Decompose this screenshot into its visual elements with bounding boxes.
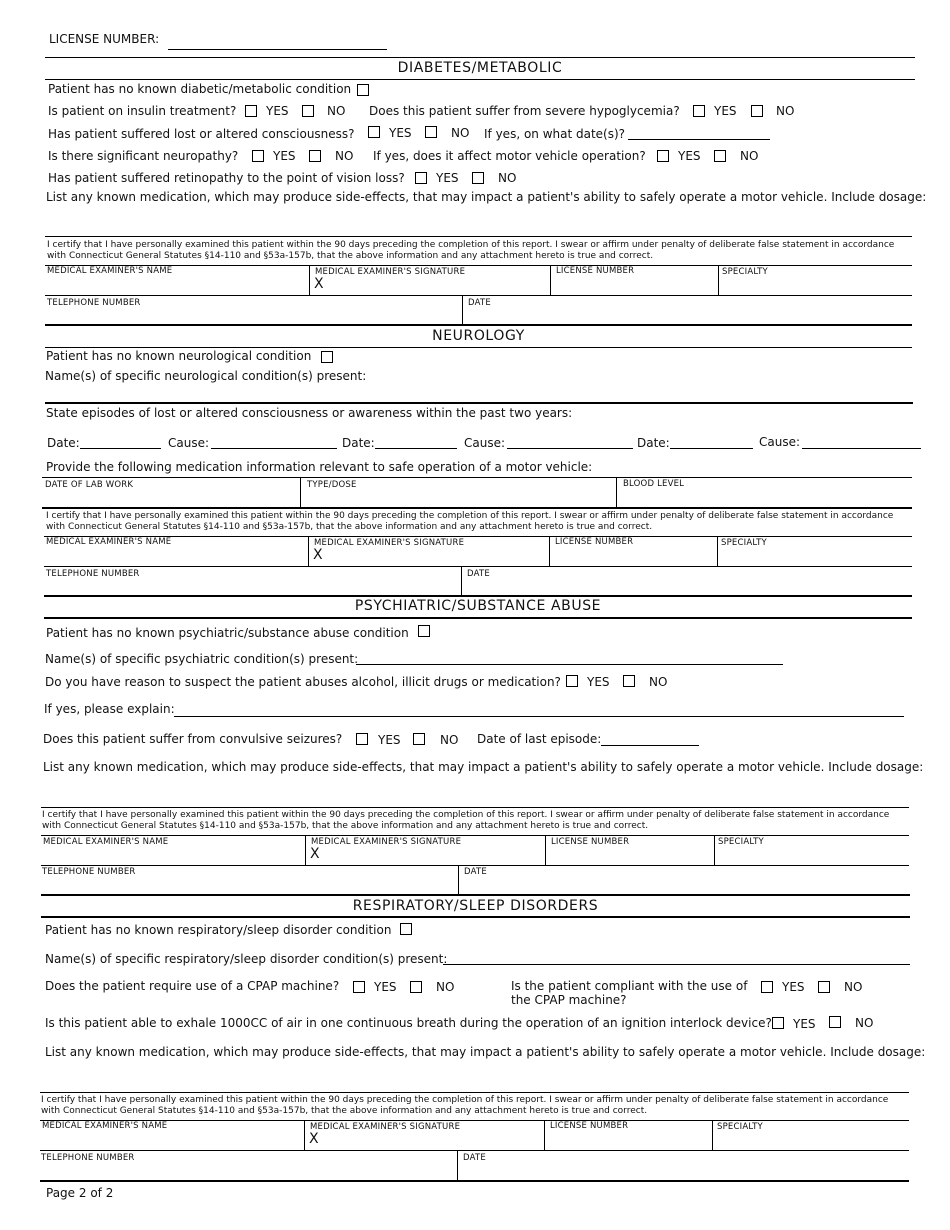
date-label: DATE xyxy=(463,1153,486,1163)
certification-text: I certify that I have personally examined this patient within the 90 days preceding the completion of this report. I swear or affirm under penalty of deliberate false statement in accordance with Connecticut General Statutes §14-110 and §53a-157b, that the above information and any attachment hereto is true and correct. xyxy=(46,511,894,532)
neuropathy-no-checkbox[interactable] xyxy=(309,150,321,162)
divider xyxy=(45,79,915,80)
specialty-label: SPECIALTY xyxy=(721,538,767,548)
no-label: NO xyxy=(855,1016,874,1030)
date-label: DATE xyxy=(468,298,491,308)
neurology-heading: NEUROLOGY xyxy=(432,328,525,344)
examiner-name-label: MEDICAL EXAMINER'S NAME xyxy=(43,837,169,847)
telephone-label: TELEPHONE NUMBER xyxy=(41,1153,135,1163)
signature-x-mark: X xyxy=(310,846,320,862)
consciousness-question: Has patient suffered lost or altered consciousness? xyxy=(48,127,355,141)
examiner-signature-label: MEDICAL EXAMINER'S SIGNATURE xyxy=(310,1122,461,1132)
examiner-name-label: MEDICAL EXAMINER'S NAME xyxy=(47,266,173,276)
seizures-question: Does this patient suffer from convulsive seizures? xyxy=(43,732,343,746)
license-number-field[interactable] xyxy=(168,49,387,50)
insulin-question: Is patient on insulin treatment? xyxy=(48,104,237,118)
license-number-cell-label: LICENSE NUMBER xyxy=(555,537,634,547)
divider xyxy=(300,477,301,507)
last-episode-field[interactable] xyxy=(601,745,699,746)
divider xyxy=(545,835,546,865)
yes-label: YES xyxy=(273,149,296,163)
specialty-label: SPECIALTY xyxy=(717,1122,763,1132)
divider xyxy=(45,57,915,58)
divider xyxy=(44,595,912,597)
exhale-yes-checkbox[interactable] xyxy=(772,1017,784,1029)
examiner-name-label: MEDICAL EXAMINER'S NAME xyxy=(42,1121,168,1131)
divider xyxy=(457,1150,458,1180)
divider xyxy=(461,566,462,595)
divider xyxy=(44,536,912,537)
no-label: NO xyxy=(498,171,517,185)
license-number-label: LICENSE NUMBER: xyxy=(49,32,160,46)
explain-label: If yes, please explain: xyxy=(44,702,175,716)
specialty-label: SPECIALTY xyxy=(718,837,764,847)
episodes-label: State episodes of lost or altered consciousness or awareness within the past two years: xyxy=(46,406,573,420)
divider xyxy=(45,295,912,296)
examiner-name-label: MEDICAL EXAMINER'S NAME xyxy=(46,537,172,547)
divider xyxy=(40,1092,909,1093)
blood-level-label: BLOOD LEVEL xyxy=(623,479,685,489)
date-label: DATE xyxy=(467,569,490,579)
no-label: NO xyxy=(649,675,668,689)
yes-label: YES xyxy=(266,104,289,118)
divider xyxy=(309,265,310,295)
episode-1-date-field[interactable] xyxy=(80,448,161,449)
neuropathy-mv-no-checkbox[interactable] xyxy=(714,150,726,162)
exhale-no-checkbox[interactable] xyxy=(829,1016,841,1028)
date-label: DATE xyxy=(464,867,487,877)
episode-3-date-label: Date: xyxy=(637,436,670,450)
psych-heading: PSYCHIATRIC/SUBSTANCE ABUSE xyxy=(354,598,602,614)
examiner-signature-label: MEDICAL EXAMINER'S SIGNATURE xyxy=(315,267,466,277)
no-label: NO xyxy=(844,980,863,994)
diabetes-medication-label: List any known medication, which may produce side-effects, that may impact a patient's ability to safely operate a motor vehicle. Include dosage: xyxy=(46,190,927,204)
last-episode-label: Date of last episode: xyxy=(477,732,602,746)
telephone-label: TELEPHONE NUMBER xyxy=(47,298,141,308)
page-number: Page 2 of 2 xyxy=(46,1186,114,1200)
divider xyxy=(45,236,912,237)
neurology-no-known-label: Patient has no known neurological condition xyxy=(46,349,312,363)
signature-x-mark: X xyxy=(309,1131,319,1147)
no-label: NO xyxy=(436,980,455,994)
hypoglycemia-yes-checkbox[interactable] xyxy=(693,105,705,117)
divider xyxy=(41,865,909,866)
neuropathy-question: Is there significant neuropathy? xyxy=(48,149,239,163)
yes-label: YES xyxy=(378,733,401,747)
no-label: NO xyxy=(335,149,354,163)
compliant-question-line2: the CPAP machine? xyxy=(511,993,627,1007)
divider xyxy=(40,1150,909,1151)
divider xyxy=(45,402,913,404)
yes-label: YES xyxy=(587,675,610,689)
seizures-yes-checkbox[interactable] xyxy=(356,733,368,745)
episode-3-cause-label: Cause: xyxy=(759,435,801,449)
certification-text: I certify that I have personally examined this patient within the 90 days preceding the completion of this report. I swear or affirm under penalty of deliberate false statement in accordance with Connecticut General Statutes §14-110 and §53a-157b, that the above information and any attachment hereto is true and correct. xyxy=(41,1095,889,1116)
yes-label: YES xyxy=(678,149,701,163)
divider xyxy=(718,265,719,295)
episode-3-date-field[interactable] xyxy=(670,448,753,449)
divider xyxy=(616,477,617,507)
psych-no-known-checkbox[interactable] xyxy=(418,625,430,637)
insulin-yes-checkbox[interactable] xyxy=(245,105,257,117)
neurology-names-label: Name(s) of specific neurological condition(s) present: xyxy=(45,369,367,383)
no-label: NO xyxy=(740,149,759,163)
cpap-question: Does the patient require use of a CPAP machine? xyxy=(45,979,340,993)
certification-text: I certify that I have personally examined this patient within the 90 days preceding the completion of this report. I swear or affirm under penalty of deliberate false statement in accordance with Connecticut General Statutes §14-110 and §53a-157b, that the above information and any attachment hereto is true and correct. xyxy=(42,810,890,831)
certification-text: I certify that I have personally examined this patient within the 90 days preceding the completion of this report. I swear or affirm under penalty of deliberate false statement in accordance with Connecticut General Statutes §14-110 and §53a-157b, that the above information and any attachment hereto is true and correct. xyxy=(47,240,895,261)
abuse-question: Do you have reason to suspect the patient abuses alcohol, illicit drugs or medication? xyxy=(45,675,561,689)
resp-names-field[interactable] xyxy=(443,964,910,965)
divider xyxy=(714,835,715,865)
yes-label: YES xyxy=(389,126,412,140)
license-number-cell-label: LICENSE NUMBER xyxy=(556,266,635,276)
neuropathy-mv-question: If yes, does it affect motor vehicle operation? xyxy=(373,149,646,163)
cpap-yes-checkbox[interactable] xyxy=(353,981,365,993)
divider xyxy=(305,835,306,865)
psych-no-known-label: Patient has no known psychiatric/substance abuse condition xyxy=(46,626,409,640)
neuropathy-mv-yes-checkbox[interactable] xyxy=(657,150,669,162)
diabetes-heading: DIABETES/METABOLIC xyxy=(397,60,563,76)
episode-1-cause-label: Cause: xyxy=(168,436,210,450)
compliant-question-line1: Is the patient compliant with the use of xyxy=(511,979,748,993)
med-info-label: Provide the following medication information relevant to safe operation of a motor vehicle: xyxy=(46,460,593,474)
divider xyxy=(42,477,912,478)
psych-names-field[interactable] xyxy=(356,664,783,665)
yes-label: YES xyxy=(793,1017,816,1031)
insulin-no-checkbox[interactable] xyxy=(302,105,314,117)
divider xyxy=(45,265,912,266)
cpap-no-checkbox[interactable] xyxy=(410,981,422,993)
neurology-no-known-checkbox[interactable] xyxy=(321,351,333,363)
episode-2-cause-field[interactable] xyxy=(507,448,633,449)
divider xyxy=(44,566,912,567)
divider xyxy=(712,1120,713,1150)
compliant-no-checkbox[interactable] xyxy=(818,981,830,993)
retinopathy-question: Has patient suffered retinopathy to the point of vision loss? xyxy=(48,171,405,185)
episode-1-date-label: Date: xyxy=(47,436,80,450)
yes-label: YES xyxy=(374,980,397,994)
yes-label: YES xyxy=(436,171,459,185)
divider xyxy=(549,536,550,566)
no-label: NO xyxy=(776,104,795,118)
signature-x-mark: X xyxy=(314,276,324,292)
no-label: NO xyxy=(440,733,459,747)
resp-no-known-label: Patient has no known respiratory/sleep disorder condition xyxy=(45,923,392,937)
divider xyxy=(544,1120,545,1150)
no-label: NO xyxy=(327,104,346,118)
divider xyxy=(717,536,718,566)
divider xyxy=(41,807,909,808)
examiner-signature-label: MEDICAL EXAMINER'S SIGNATURE xyxy=(314,538,465,548)
abuse-yes-checkbox[interactable] xyxy=(566,675,578,687)
episode-1-cause-field[interactable] xyxy=(211,448,337,449)
telephone-label: TELEPHONE NUMBER xyxy=(46,569,140,579)
examiner-signature-label: MEDICAL EXAMINER'S SIGNATURE xyxy=(311,837,462,847)
consciousness-no-checkbox[interactable] xyxy=(425,126,437,138)
resp-heading: RESPIRATORY/SLEEP DISORDERS xyxy=(352,898,599,914)
episode-2-cause-label: Cause: xyxy=(464,436,506,450)
signature-x-mark: X xyxy=(313,547,323,563)
consciousness-dates-field[interactable] xyxy=(628,139,770,140)
exhale-question: Is this patient able to exhale 1000CC of air in one continuous breath during the operation of an ignition interlock device? xyxy=(45,1016,772,1030)
resp-names-label: Name(s) of specific respiratory/sleep disorder condition(s) present: xyxy=(45,952,448,966)
no-label: NO xyxy=(451,126,470,140)
type-dose-label: TYPE/DOSE xyxy=(307,480,357,490)
license-number-cell-label: LICENSE NUMBER xyxy=(551,837,630,847)
divider xyxy=(40,1180,909,1182)
neuropathy-yes-checkbox[interactable] xyxy=(252,150,264,162)
license-number-cell-label: LICENSE NUMBER xyxy=(550,1121,629,1131)
hypoglycemia-no-checkbox[interactable] xyxy=(751,105,763,117)
hypoglycemia-question: Does this patient suffer from severe hypoglycemia? xyxy=(369,104,680,118)
divider xyxy=(458,865,459,894)
seizures-no-checkbox[interactable] xyxy=(413,733,425,745)
episode-3-cause-field[interactable] xyxy=(802,448,921,449)
divider xyxy=(304,1120,305,1150)
telephone-label: TELEPHONE NUMBER xyxy=(42,867,136,877)
if-yes-dates-label: If yes, on what date(s)? xyxy=(484,127,626,141)
episode-2-date-label: Date: xyxy=(342,436,375,450)
divider xyxy=(45,347,912,348)
divider xyxy=(308,536,309,566)
divider xyxy=(41,916,910,918)
yes-label: YES xyxy=(714,104,737,118)
divider xyxy=(42,507,912,509)
divider xyxy=(41,894,910,896)
divider xyxy=(41,835,909,836)
divider xyxy=(44,617,912,619)
diabetes-no-known-label: Patient has no known diabetic/metabolic condition xyxy=(48,82,352,96)
retinopathy-no-checkbox[interactable] xyxy=(472,172,484,184)
yes-label: YES xyxy=(782,980,805,994)
retinopathy-yes-checkbox[interactable] xyxy=(415,172,427,184)
explain-field[interactable] xyxy=(174,716,904,717)
psych-medication-label: List any known medication, which may produce side-effects, that may impact a patient's ability to safely operate a motor vehicle. Include dosage: xyxy=(43,760,924,774)
specialty-label: SPECIALTY xyxy=(722,267,768,277)
resp-medication-label: List any known medication, which may produce side-effects, that may impact a patient's ability to safely operate a motor vehicle. Include dosage: xyxy=(45,1045,926,1059)
resp-no-known-checkbox[interactable] xyxy=(400,923,412,935)
divider xyxy=(462,295,463,325)
consciousness-yes-checkbox[interactable] xyxy=(368,126,380,138)
divider xyxy=(40,1120,909,1121)
diabetes-no-known-checkbox[interactable] xyxy=(357,84,369,96)
divider xyxy=(550,265,551,295)
abuse-no-checkbox[interactable] xyxy=(623,675,635,687)
lab-date-label: DATE OF LAB WORK xyxy=(45,480,134,490)
psych-names-label: Name(s) of specific psychiatric condition(s) present: xyxy=(45,652,359,666)
divider xyxy=(45,324,912,326)
episode-2-date-field[interactable] xyxy=(375,448,457,449)
compliant-yes-checkbox[interactable] xyxy=(761,981,773,993)
